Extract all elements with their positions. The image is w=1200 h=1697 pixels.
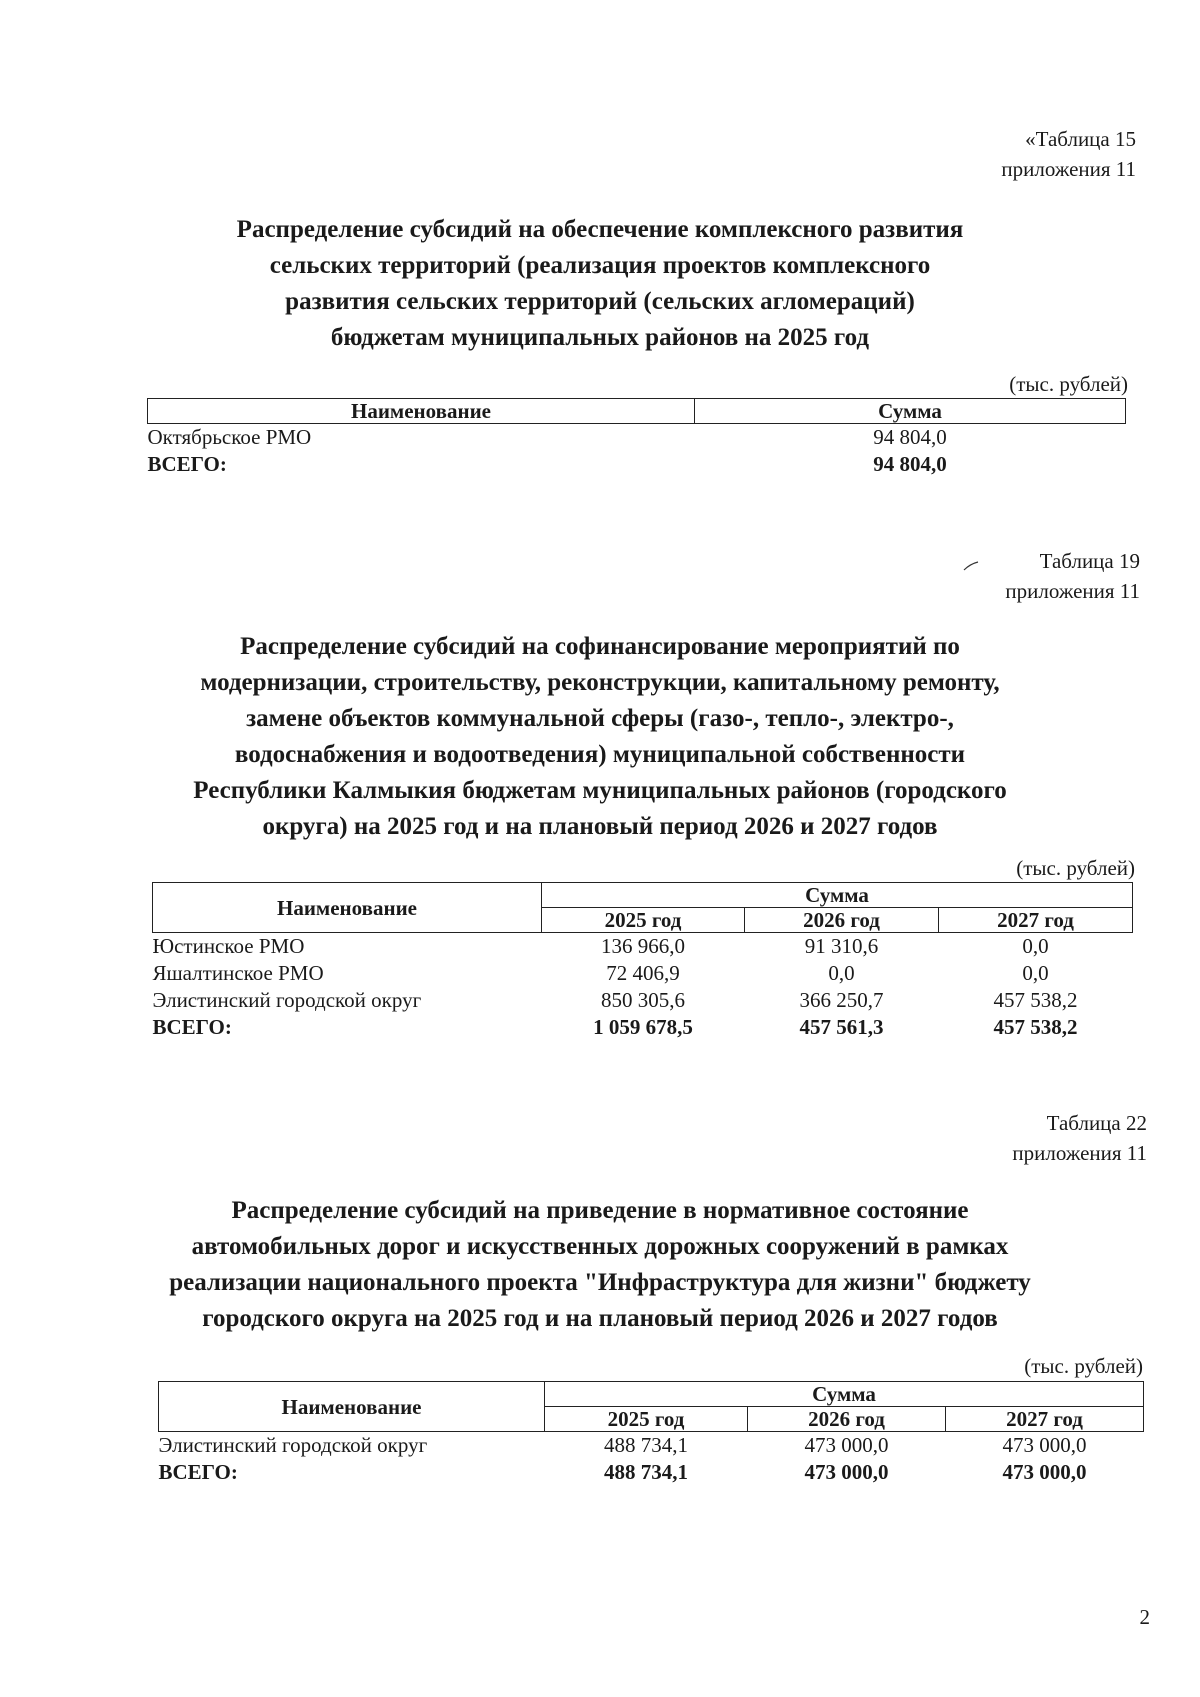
header-year: 2025 год [545,1407,748,1432]
header-row [159,1382,1144,1407]
row-value-2027: 0,0 [1022,934,1049,958]
title-line: развития сельских территорий (сельских агломераций) [285,288,915,315]
header-name: Наименование [148,399,695,424]
table-row [159,1432,1144,1460]
appendix-reference: приложения 11 [1001,157,1136,181]
table-number: Таблица 22 [1046,1111,1147,1135]
appendix-reference: приложения 11 [1012,1141,1147,1165]
table-19-reference [1005,546,1140,606]
total-value-2027: 473 000,0 [1002,1460,1087,1484]
table-22-reference [1012,1108,1147,1168]
row-value-2027: 457 538,2 [993,988,1078,1012]
row-value-2025: 72 406,9 [606,961,680,985]
table-22 [158,1381,1144,1486]
total-row [148,451,1126,478]
row-value-2026: 0,0 [828,961,855,985]
row-value: 94 804,0 [873,425,947,449]
title-line: бюджетам муниципальных районов на 2025 год [330,324,870,351]
unit-label: (тыс. рублей) [1016,856,1135,880]
total-value: 94 804,0 [873,452,947,476]
title-line: Распределение субсидий на приведение в нормативное состояние [231,1197,969,1224]
row-name: Октябрьское РМО [147,425,312,449]
title-line: Республики Калмыкия бюджетам муниципальных районов (городского [193,777,1007,804]
row-value-2026: 473 000,0 [804,1433,889,1457]
header-row [148,399,1126,424]
table-row [148,424,1126,452]
row-value-2025: 850 305,6 [601,988,685,1012]
table-row [153,933,1133,961]
row-name: Яшалтинское РМО [152,961,324,985]
title-line: городского округа на 2025 год и на плановый период 2026 и 2027 годов [202,1305,998,1332]
appendix-reference: приложения 11 [1005,579,1140,603]
total-value-2025: 1 059 678,5 [593,1015,693,1039]
row-value-2025: 136 966,0 [601,934,685,958]
header-sum: Сумма [695,399,1126,424]
title-line: модернизации, строительству, реконструкции, капитальному ремонту, [200,669,1000,696]
header-year: 2027 год [939,908,1133,933]
title-line: замене объектов коммунальной сферы (газо-, тепло-, электро-, [246,705,954,732]
row-name: Элистинский городской округ [158,1433,428,1457]
title-line: сельских территорий (реализация проектов комплексного [269,252,931,279]
header-row [153,883,1133,908]
table-row [153,987,1133,1014]
table-15-reference [1001,124,1136,184]
row-value-2027: 473 000,0 [1002,1433,1087,1457]
table-row [153,960,1133,987]
total-row [159,1459,1144,1486]
total-label: ВСЕГО: [147,452,227,476]
table-number: Таблица 19 [1039,549,1140,573]
title-line: автомобильных дорог и искусственных дорожных сооружений в рамках [191,1233,1009,1260]
title-line: округа) на 2025 год и на плановый период 2026 и 2027 годов [262,813,938,840]
table-22-title [100,1193,1100,1337]
page-number: 2 [1139,1605,1150,1629]
header-year: 2025 год [542,908,745,933]
total-value-2026: 473 000,0 [804,1460,889,1484]
row-value-2027: 0,0 [1022,961,1049,985]
row-value-2026: 366 250,7 [799,988,884,1012]
unit-label: (тыс. рублей) [1024,1354,1143,1378]
table-19 [152,882,1133,1041]
title-line: Распределение субсидий на софинансирование мероприятий по [240,633,960,660]
header-name: Наименование [159,1382,545,1432]
unit-label: (тыс. рублей) [1009,372,1128,396]
total-value-2025: 488 734,1 [604,1460,688,1484]
total-label: ВСЕГО: [158,1460,238,1484]
title-line: Распределение субсидий на обеспечение комплексного развития [236,216,964,243]
table-19-title [100,629,1100,845]
header-year: 2026 год [745,908,939,933]
pen-tick-mark [962,560,980,572]
total-label: ВСЕГО: [152,1015,232,1039]
header-name: Наименование [153,883,542,933]
header-year: 2027 год [946,1407,1144,1432]
total-value-2026: 457 561,3 [799,1015,884,1039]
header-sum: Сумма [542,883,1133,908]
total-value-2027: 457 538,2 [993,1015,1078,1039]
row-name: Элистинский городской округ [152,988,422,1012]
table-15-title [100,212,1100,356]
table-15 [147,398,1126,478]
row-name: Юстинское РМО [152,934,305,958]
row-value-2026: 91 310,6 [804,934,879,958]
header-sum: Сумма [545,1382,1144,1407]
title-line: водоснабжения и водоотведения) муниципальной собственности [234,741,966,768]
row-value-2025: 488 734,1 [604,1433,688,1457]
table-number: «Таблица 15 [1025,127,1136,151]
total-row [153,1014,1133,1041]
header-year: 2026 год [748,1407,946,1432]
title-line: реализации национального проекта "Инфраструктура для жизни" бюджету [169,1269,1031,1296]
